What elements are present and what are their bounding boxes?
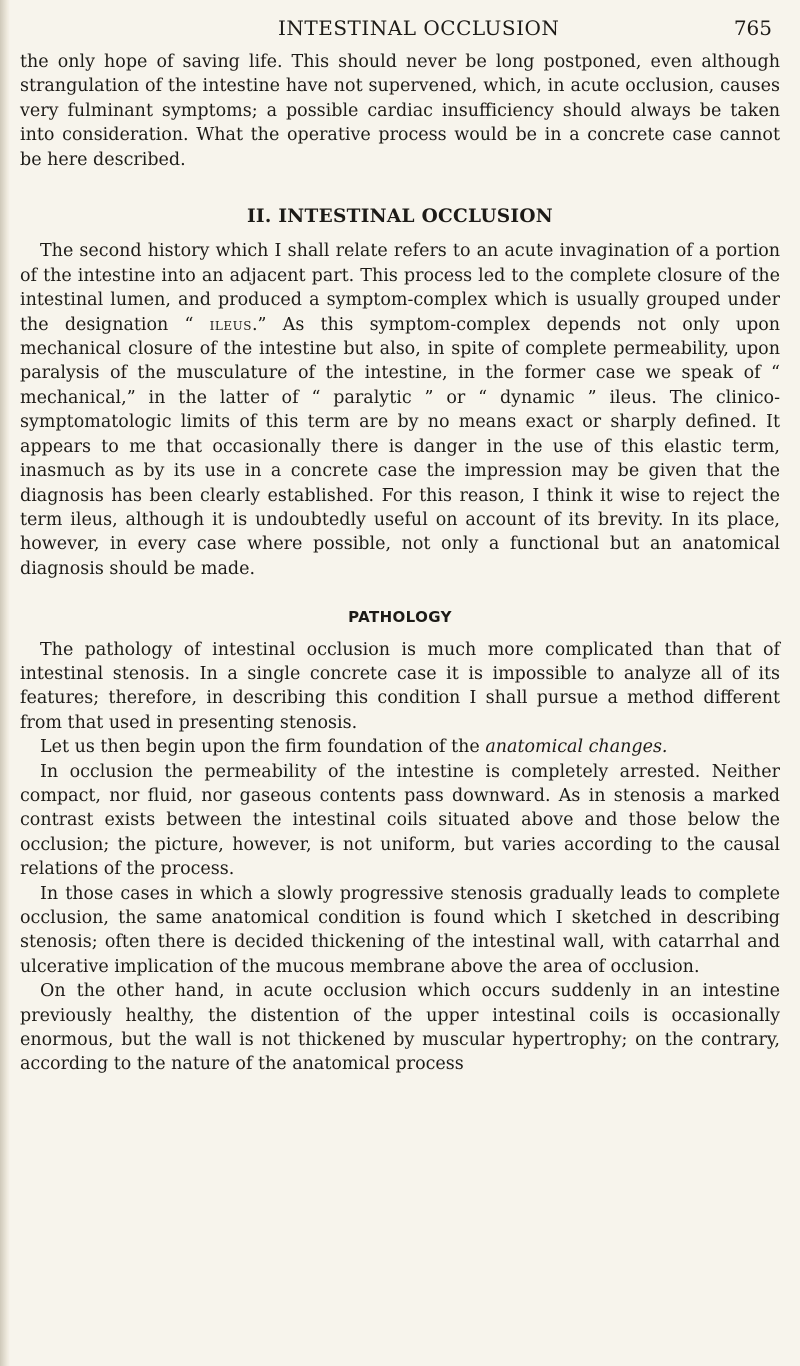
pathology-paragraph-3: In occlusion the permeability of the intestine is completely arrested. Neither compact, nor fluid, nor gaseous contents pass downward. As in stenosis a marked contrast exists between the intestinal coils situated above and those below the occlusion; the picture, however, is not uniform, but varies according to the causal relations of the process. — [20, 761, 780, 880]
section-paragraph — [20, 239, 780, 581]
section-paragraph-part1: The second history which I shall relate refers to an acute invagination of a portion of the intestine into an adjacent part. This process led to the complete closure of the intestinal lumen, and produced a symptom-complex which is usually grouped under the designation “ — [20, 241, 780, 335]
pathology-heading: PATHOLOGY — [348, 608, 452, 627]
section-heading: II. INTESTINAL OCCLUSION — [246, 206, 554, 228]
pathology-paragraph-2 — [20, 735, 780, 759]
pathology-paragraph-1: The pathology of intestinal occlusion is much more complicated than that of intestinal stenosis. In a single concrete case it is impossible to analyze all of its features; therefore, in describing this condition I shall pursue a method different from that used in presenting stenosis. — [20, 639, 780, 733]
section-paragraph-part2: .” As this symptom-complex depends not only upon mechanical closure of the intestine but also, in spite of complete permeability, upon paralysis of the musculature of the intestine, in the former case we speak of “ mechanical,” in the latter of “ paralytic ” or “ dynamic ” ileus. The clinico-symptomatologic limits of this term are by no means exact or sharply defined. It appears to me that occasionally there is danger in the use of this elastic term, inasmuch as by its use in a concrete case the impression may be given that the diagnosis has been clearly established. For this reason, I think it wise to reject the term ileus, although it is undoubtedly useful on account of its brevity. In its place, however, in every case where possible, not only a functional but an anatomical diagnosis should be made. — [20, 314, 781, 579]
body-text — [20, 50, 780, 1077]
running-head: INTESTINAL OCCLUSION — [278, 16, 560, 40]
anatomical-changes-emphasis: anatomical changes. — [485, 737, 668, 758]
ileus-term: ileus — [209, 314, 252, 335]
continuation-paragraph: the only hope of saving life. This should never be long postponed, even although strangulation of the intestine have not supervened, which, in acute occlusion, causes very fulminant symptoms; a possible cardiac insufficiency should always be taken into consideration. What the operative process would be in a concrete case cannot be here described. — [20, 52, 780, 170]
page-number: 765 — [733, 16, 772, 40]
pathology-paragraph-4: In those cases in which a slowly progressive stenosis gradually leads to complete occlusion, the same anatomical condition is found which I sketched in describing stenosis; often there is decided thickening of the intestinal wall, with catarrhal and ulcerative implication of the mucous membrane above the area of occlusion. — [20, 883, 780, 977]
pathology-paragraph-2-text: Let us then begin upon the firm foundation of the — [40, 737, 486, 758]
page-gutter-shadow — [0, 0, 10, 1366]
pathology-paragraph-5: On the other hand, in acute occlusion which occurs suddenly in an intestine previously healthy, the distention of the upper intestinal coils is occasionally enormous, but the wall is not thickened by muscular hypertrophy; on the contrary, according to the nature of the anatomical process — [20, 981, 780, 1075]
